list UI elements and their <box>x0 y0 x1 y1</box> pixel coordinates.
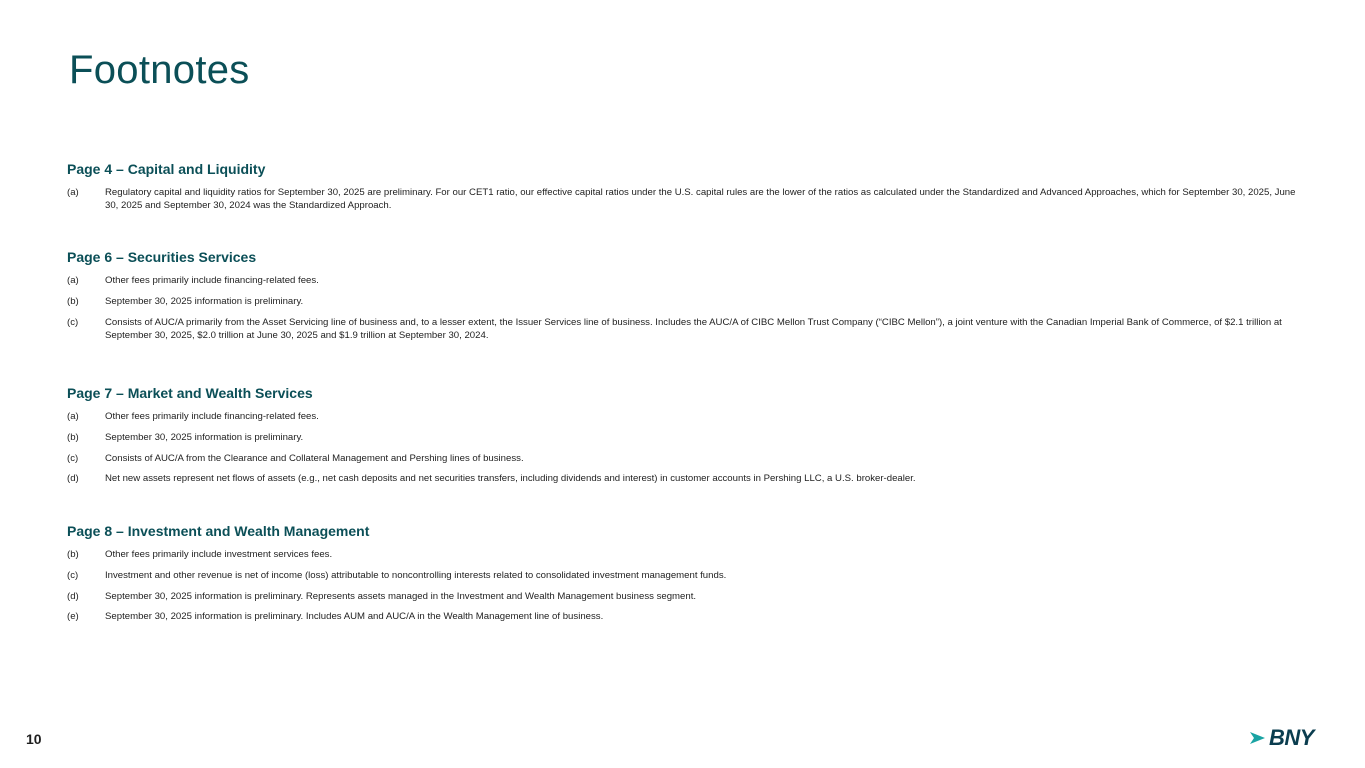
footnote-label: (a) <box>67 187 79 198</box>
footnote-text: Investment and other revenue is net of income (loss) attributable to noncontrolling interests related to consolidated investment management funds. <box>105 569 727 581</box>
footnote-item <box>67 590 1297 603</box>
footnote-item <box>67 186 1297 212</box>
footnote-label: (d) <box>67 590 79 602</box>
footnote-label: (c) <box>67 316 79 328</box>
footnote-text: Other fees primarily include investment services fees. <box>105 549 333 560</box>
footnote-label: (b) <box>67 549 79 560</box>
footnote-label: (c) <box>67 452 79 464</box>
footnote-label: (d) <box>67 473 79 485</box>
section-heading: Page 4 – Capital and Liquidity <box>67 161 266 177</box>
footnote-label: (e) <box>67 611 79 623</box>
footnote-item <box>67 472 1297 485</box>
footnote-text: Consists of AUC/A primarily from the Asset Servicing line of business and, to a lesser extent, the Issuer Services line of business. Includes the AUC/A of CIBC Mellon Trust Company (“CIBC Mellon”), a joint venture with the Canadian Imperial Bank of Commerce, of $2.1 trillion at September 30, 2025, $2.0 trillion at June 30, 2025 and $1.9 trillion at September 30, 2024. <box>105 316 1282 341</box>
footnote-section-securities-services <box>67 249 1297 349</box>
page-title: Footnotes <box>69 48 250 92</box>
footnote-text: Regulatory capital and liquidity ratios for September 30, 2025 are preliminary. For our CET1 ratio, our effective capital ratios under the U.S. capital rules are the lower of the ratios as calculated under the Standardized and Advanced Approaches, which for September 30, 2025, June 30, 2025 and September 30, 2024 was the Standardized Approach. <box>105 187 1296 211</box>
bny-logo <box>1249 725 1314 750</box>
footnote-item <box>67 452 1297 465</box>
arrow-chevron-icon <box>1249 729 1267 747</box>
footnote-item <box>67 431 1297 444</box>
footnote-section-capital-liquidity <box>67 161 1297 220</box>
footnote-label: (b) <box>67 295 79 307</box>
footnote-label: (b) <box>67 431 79 443</box>
footnote-text: September 30, 2025 information is preliminary. <box>105 295 304 307</box>
footnote-label: (c) <box>67 569 79 581</box>
footnote-text: Consists of AUC/A from the Clearance and Collateral Management and Pershing lines of business. <box>105 452 524 464</box>
footnote-text: September 30, 2025 information is preliminary. Includes AUM and AUC/A in the Wealth Management line of business. <box>105 611 604 623</box>
footnote-item <box>67 410 1297 423</box>
footnote-text: Other fees primarily include financing-related fees. <box>105 275 319 286</box>
footnote-text: Net new assets represent net flows of assets (e.g., net cash deposits and net securities transfers, including dividends and interest) in customer accounts in Pershing LLC, a U.S. broker-dealer. <box>105 473 916 485</box>
footnote-text: Other fees primarily include financing-related fees. <box>105 411 319 422</box>
section-heading: Page 6 – Securities Services <box>67 249 257 265</box>
footnote-item <box>67 316 1297 342</box>
section-heading: Page 8 – Investment and Wealth Management <box>67 523 370 539</box>
footnote-item <box>67 295 1297 308</box>
footnote-text: September 30, 2025 information is preliminary. Represents assets managed in the Investment and Wealth Management business segment. <box>105 590 697 602</box>
footnote-item <box>67 610 1297 623</box>
footnote-item <box>67 548 1297 561</box>
footnote-label: (a) <box>67 411 79 422</box>
page-number: 10 <box>26 731 42 747</box>
footnote-text: September 30, 2025 information is preliminary. <box>105 431 304 443</box>
footnote-item <box>67 274 1297 287</box>
section-heading: Page 7 – Market and Wealth Services <box>67 385 313 401</box>
footnote-section-investment-wealth-management <box>67 523 1297 631</box>
footnote-label: (a) <box>67 275 79 286</box>
footnote-section-market-wealth-services <box>67 385 1297 493</box>
footnote-item <box>67 569 1297 582</box>
logo-wordmark: BNY <box>1269 725 1314 750</box>
